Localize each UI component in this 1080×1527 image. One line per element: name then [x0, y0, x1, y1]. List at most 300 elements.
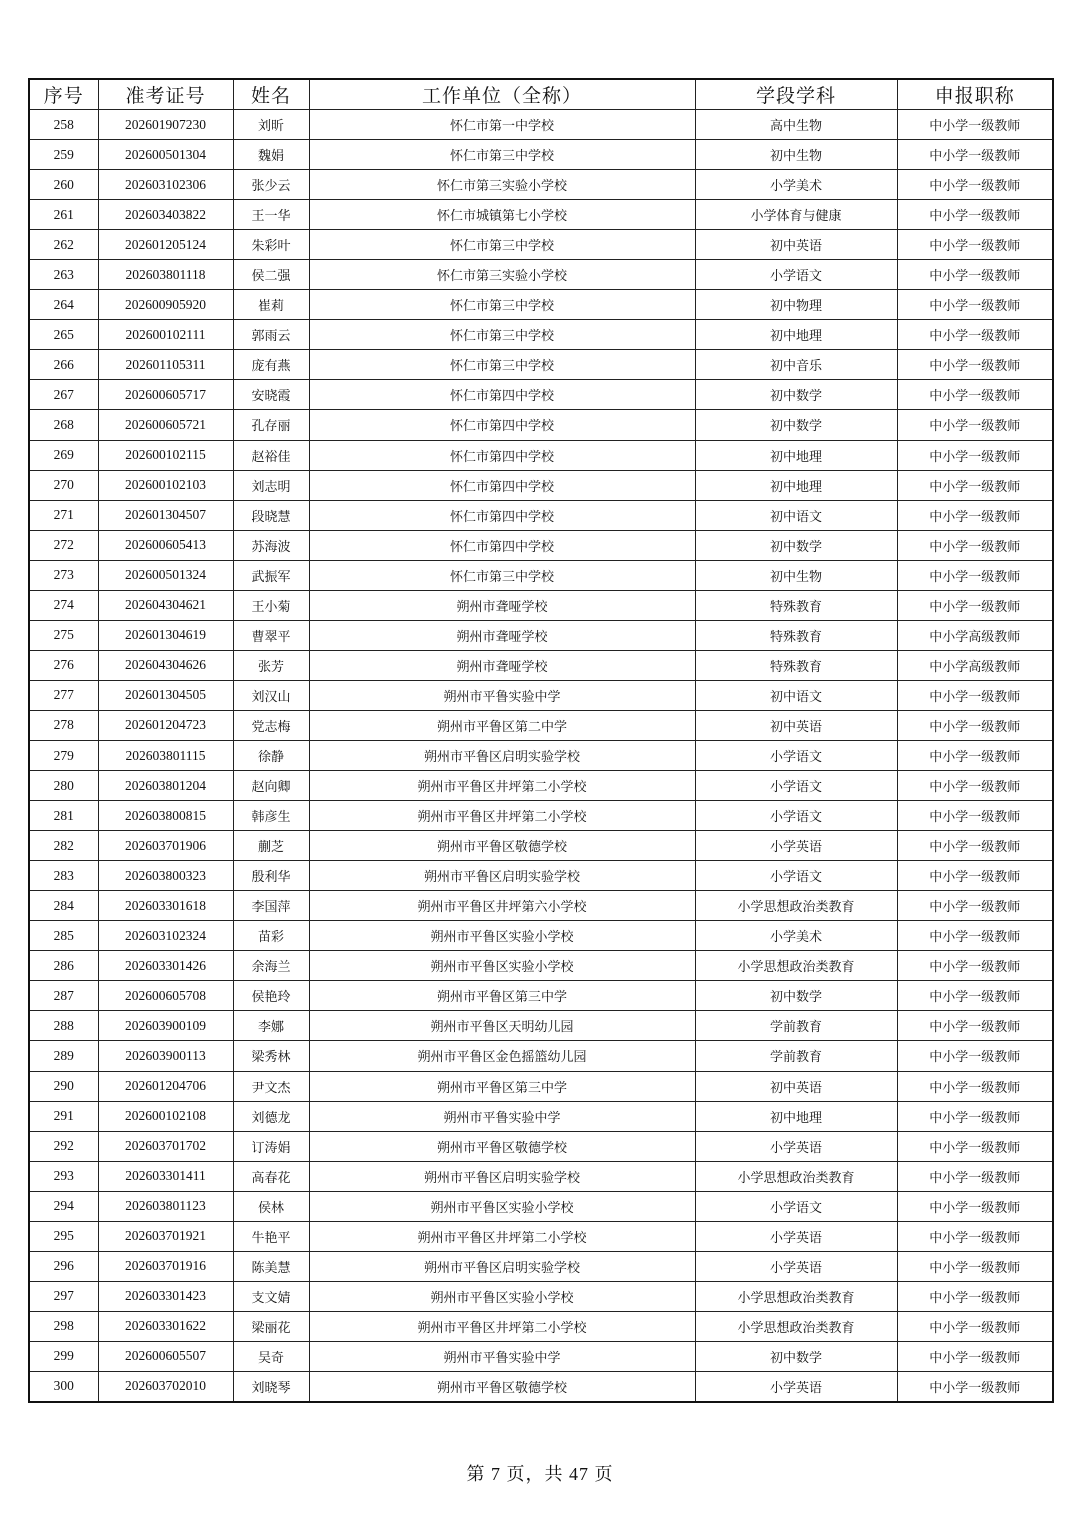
- cell-name: 安晓霞: [233, 380, 309, 410]
- table-row: [29, 981, 1053, 1011]
- cell-seq: 262: [29, 230, 98, 260]
- cell-title: 中小学一级教师: [897, 260, 1053, 290]
- cell-name: 庞有燕: [233, 350, 309, 380]
- cell-workplace: 怀仁市第三中学校: [309, 350, 695, 380]
- table-row: [29, 260, 1053, 290]
- cell-workplace: 怀仁市城镇第七小学校: [309, 200, 695, 230]
- cell-seq: 258: [29, 110, 98, 140]
- cell-workplace: 怀仁市第四中学校: [309, 500, 695, 530]
- cell-subject: 特殊教育: [695, 590, 897, 620]
- cell-ticket: 202601907230: [98, 110, 233, 140]
- cell-title: 中小学一级教师: [897, 1101, 1053, 1131]
- cell-workplace: 朔州市平鲁区启明实验学校: [309, 1251, 695, 1281]
- cell-title: 中小学一级教师: [897, 500, 1053, 530]
- cell-workplace: 怀仁市第三实验小学校: [309, 260, 695, 290]
- cell-workplace: 朔州市平鲁实验中学: [309, 1341, 695, 1371]
- cell-seq: 299: [29, 1341, 98, 1371]
- cell-workplace: 怀仁市第三中学校: [309, 230, 695, 260]
- cell-subject: 初中语文: [695, 500, 897, 530]
- table-row: [29, 740, 1053, 770]
- cell-name: 郭雨云: [233, 320, 309, 350]
- cell-subject: 初中数学: [695, 380, 897, 410]
- cell-title: 中小学一级教师: [897, 801, 1053, 831]
- cell-subject: 高中生物: [695, 110, 897, 140]
- table-row: [29, 1011, 1053, 1041]
- table-row: [29, 140, 1053, 170]
- col-header-workplace: 工作单位（全称）: [309, 79, 695, 110]
- table-row: [29, 320, 1053, 350]
- cell-name: 梁秀林: [233, 1041, 309, 1071]
- table-row: [29, 560, 1053, 590]
- col-header-name: 姓名: [233, 79, 309, 110]
- cell-ticket: 202603403822: [98, 200, 233, 230]
- cell-title: 中小学一级教师: [897, 861, 1053, 891]
- cell-title: 中小学一级教师: [897, 1311, 1053, 1341]
- cell-title: 中小学一级教师: [897, 1251, 1053, 1281]
- cell-subject: 初中数学: [695, 530, 897, 560]
- cell-workplace: 怀仁市第三中学校: [309, 560, 695, 590]
- cell-ticket: 202600501324: [98, 560, 233, 590]
- cell-seq: 300: [29, 1371, 98, 1402]
- table-row: [29, 110, 1053, 140]
- cell-seq: 266: [29, 350, 98, 380]
- cell-name: 订涛娟: [233, 1131, 309, 1161]
- cell-workplace: 怀仁市第三中学校: [309, 140, 695, 170]
- table-row: [29, 891, 1053, 921]
- cell-title: 中小学一级教师: [897, 440, 1053, 470]
- table-row: [29, 1041, 1053, 1071]
- cell-ticket: 202601304505: [98, 680, 233, 710]
- cell-title: 中小学一级教师: [897, 1281, 1053, 1311]
- cell-ticket: 202600605708: [98, 981, 233, 1011]
- cell-name: 苏海波: [233, 530, 309, 560]
- cell-subject: 小学思想政治类教育: [695, 891, 897, 921]
- cell-title: 中小学一级教师: [897, 981, 1053, 1011]
- cell-ticket: 202603701906: [98, 831, 233, 861]
- cell-name: 朱彩叶: [233, 230, 309, 260]
- cell-seq: 271: [29, 500, 98, 530]
- cell-ticket: 202603301426: [98, 951, 233, 981]
- cell-subject: 初中音乐: [695, 350, 897, 380]
- cell-subject: 学前教育: [695, 1041, 897, 1071]
- cell-name: 王一华: [233, 200, 309, 230]
- cell-subject: 初中数学: [695, 410, 897, 440]
- cell-workplace: 朔州市平鲁区启明实验学校: [309, 861, 695, 891]
- table-row: [29, 1161, 1053, 1191]
- cell-subject: 小学语文: [695, 801, 897, 831]
- cell-seq: 276: [29, 650, 98, 680]
- cell-ticket: 202603800323: [98, 861, 233, 891]
- cell-seq: 269: [29, 440, 98, 470]
- cell-subject: 小学英语: [695, 1221, 897, 1251]
- cell-name: 张芳: [233, 650, 309, 680]
- table-row: [29, 1131, 1053, 1161]
- table-row: [29, 1311, 1053, 1341]
- cell-seq: 277: [29, 680, 98, 710]
- cell-name: 段晓慧: [233, 500, 309, 530]
- cell-ticket: 202601204723: [98, 710, 233, 740]
- cell-ticket: 202600605721: [98, 410, 233, 440]
- cell-workplace: 朔州市平鲁区敬德学校: [309, 831, 695, 861]
- cell-seq: 294: [29, 1191, 98, 1221]
- cell-subject: 初中生物: [695, 560, 897, 590]
- table-row: [29, 380, 1053, 410]
- cell-subject: 小学英语: [695, 831, 897, 861]
- cell-name: 牛艳平: [233, 1221, 309, 1251]
- cell-subject: 初中语文: [695, 680, 897, 710]
- cell-title: 中小学一级教师: [897, 530, 1053, 560]
- cell-seq: 282: [29, 831, 98, 861]
- cell-workplace: 朔州市平鲁区实验小学校: [309, 921, 695, 951]
- table-row: [29, 680, 1053, 710]
- cell-ticket: 202603301411: [98, 1161, 233, 1191]
- cell-seq: 281: [29, 801, 98, 831]
- cell-workplace: 怀仁市第四中学校: [309, 530, 695, 560]
- cell-workplace: 朔州市平鲁区井坪第二小学校: [309, 801, 695, 831]
- cell-ticket: 202603800815: [98, 801, 233, 831]
- cell-subject: 初中地理: [695, 1101, 897, 1131]
- cell-workplace: 怀仁市第三中学校: [309, 320, 695, 350]
- cell-title: 中小学一级教师: [897, 470, 1053, 500]
- cell-seq: 296: [29, 1251, 98, 1281]
- cell-title: 中小学一级教师: [897, 200, 1053, 230]
- cell-ticket: 202601205124: [98, 230, 233, 260]
- cell-title: 中小学一级教师: [897, 951, 1053, 981]
- table-row: [29, 1281, 1053, 1311]
- cell-ticket: 202600501304: [98, 140, 233, 170]
- cell-seq: 275: [29, 620, 98, 650]
- cell-seq: 273: [29, 560, 98, 590]
- cell-name: 徐静: [233, 740, 309, 770]
- cell-workplace: 怀仁市第三中学校: [309, 290, 695, 320]
- cell-subject: 初中数学: [695, 1341, 897, 1371]
- table-row: [29, 1371, 1053, 1402]
- cell-workplace: 朔州市聋哑学校: [309, 590, 695, 620]
- cell-title: 中小学一级教师: [897, 590, 1053, 620]
- cell-title: 中小学一级教师: [897, 170, 1053, 200]
- cell-title: 中小学一级教师: [897, 1221, 1053, 1251]
- roster-sheet: [28, 78, 1052, 1403]
- cell-ticket: 202603701921: [98, 1221, 233, 1251]
- cell-seq: 291: [29, 1101, 98, 1131]
- cell-subject: 初中物理: [695, 290, 897, 320]
- table-row: [29, 1221, 1053, 1251]
- table-row: [29, 921, 1053, 951]
- col-header-ticket: 准考证号: [98, 79, 233, 110]
- cell-ticket: 202601304507: [98, 500, 233, 530]
- cell-title: 中小学一级教师: [897, 1011, 1053, 1041]
- cell-name: 刘晓琴: [233, 1371, 309, 1402]
- cell-subject: 小学语文: [695, 1191, 897, 1221]
- cell-title: 中小学一级教师: [897, 740, 1053, 770]
- cell-subject: 小学语文: [695, 771, 897, 801]
- cell-name: 侯二强: [233, 260, 309, 290]
- cell-subject: 初中英语: [695, 230, 897, 260]
- cell-seq: 259: [29, 140, 98, 170]
- cell-ticket: 202603701916: [98, 1251, 233, 1281]
- cell-ticket: 202600605507: [98, 1341, 233, 1371]
- cell-title: 中小学一级教师: [897, 1371, 1053, 1402]
- table-row: [29, 620, 1053, 650]
- cell-seq: 268: [29, 410, 98, 440]
- cell-workplace: 朔州市平鲁区天明幼儿园: [309, 1011, 695, 1041]
- cell-ticket: 202604304626: [98, 650, 233, 680]
- cell-name: 侯艳玲: [233, 981, 309, 1011]
- cell-ticket: 202603900109: [98, 1011, 233, 1041]
- col-header-title: 申报职称: [897, 79, 1053, 110]
- table-row: [29, 1191, 1053, 1221]
- cell-name: 李娜: [233, 1011, 309, 1041]
- cell-name: 支文婧: [233, 1281, 309, 1311]
- cell-workplace: 朔州市平鲁区第三中学: [309, 981, 695, 1011]
- cell-workplace: 怀仁市第四中学校: [309, 380, 695, 410]
- cell-subject: 小学英语: [695, 1371, 897, 1402]
- cell-workplace: 怀仁市第一中学校: [309, 110, 695, 140]
- cell-subject: 小学英语: [695, 1251, 897, 1281]
- cell-workplace: 朔州市平鲁区第三中学: [309, 1071, 695, 1101]
- cell-seq: 264: [29, 290, 98, 320]
- cell-workplace: 朔州市平鲁区井坪第二小学校: [309, 771, 695, 801]
- cell-name: 尹文杰: [233, 1071, 309, 1101]
- cell-name: 梁丽花: [233, 1311, 309, 1341]
- table-row: [29, 500, 1053, 530]
- cell-name: 韩彦生: [233, 801, 309, 831]
- cell-ticket: 202603801123: [98, 1191, 233, 1221]
- cell-seq: 283: [29, 861, 98, 891]
- cell-subject: 初中生物: [695, 140, 897, 170]
- cell-title: 中小学一级教师: [897, 380, 1053, 410]
- cell-subject: 初中地理: [695, 320, 897, 350]
- cell-ticket: 202603801115: [98, 740, 233, 770]
- cell-ticket: 202600102115: [98, 440, 233, 470]
- cell-workplace: 朔州市平鲁区敬德学校: [309, 1131, 695, 1161]
- cell-subject: 小学思想政治类教育: [695, 1281, 897, 1311]
- cell-workplace: 朔州市平鲁区第二中学: [309, 710, 695, 740]
- cell-seq: 295: [29, 1221, 98, 1251]
- cell-subject: 初中地理: [695, 470, 897, 500]
- page-number: 第 7 页，共 47 页: [466, 1464, 614, 1484]
- cell-subject: 小学体育与健康: [695, 200, 897, 230]
- cell-workplace: 朔州市平鲁区启明实验学校: [309, 740, 695, 770]
- table-row: [29, 350, 1053, 380]
- cell-workplace: 朔州市平鲁区井坪第二小学校: [309, 1221, 695, 1251]
- cell-workplace: 朔州市平鲁区启明实验学校: [309, 1161, 695, 1191]
- cell-subject: 特殊教育: [695, 620, 897, 650]
- col-header-seq: 序号: [29, 79, 98, 110]
- cell-title: 中小学高级教师: [897, 620, 1053, 650]
- cell-name: 陈美慧: [233, 1251, 309, 1281]
- cell-name: 侯林: [233, 1191, 309, 1221]
- table-row: [29, 861, 1053, 891]
- cell-title: 中小学一级教师: [897, 410, 1053, 440]
- cell-subject: 初中地理: [695, 440, 897, 470]
- table-row: [29, 771, 1053, 801]
- cell-ticket: 202601105311: [98, 350, 233, 380]
- cell-name: 高春花: [233, 1161, 309, 1191]
- cell-title: 中小学一级教师: [897, 921, 1053, 951]
- table-row: [29, 1341, 1053, 1371]
- cell-ticket: 202600605717: [98, 380, 233, 410]
- cell-title: 中小学一级教师: [897, 230, 1053, 260]
- cell-workplace: 朔州市平鲁区井坪第二小学校: [309, 1311, 695, 1341]
- table-row: [29, 530, 1053, 560]
- cell-title: 中小学一级教师: [897, 831, 1053, 861]
- cell-seq: 284: [29, 891, 98, 921]
- table-row: [29, 801, 1053, 831]
- cell-ticket: 202603301622: [98, 1311, 233, 1341]
- cell-workplace: 朔州市聋哑学校: [309, 620, 695, 650]
- table-row: [29, 951, 1053, 981]
- cell-name: 蒯芝: [233, 831, 309, 861]
- cell-ticket: 202600905920: [98, 290, 233, 320]
- cell-subject: 小学思想政治类教育: [695, 951, 897, 981]
- cell-ticket: 202603701702: [98, 1131, 233, 1161]
- cell-seq: 279: [29, 740, 98, 770]
- table-row: [29, 200, 1053, 230]
- cell-ticket: 202601204706: [98, 1071, 233, 1101]
- cell-seq: 285: [29, 921, 98, 951]
- cell-title: 中小学一级教师: [897, 350, 1053, 380]
- table-row: [29, 410, 1053, 440]
- table-row: [29, 470, 1053, 500]
- cell-workplace: 朔州市平鲁区实验小学校: [309, 951, 695, 981]
- cell-seq: 280: [29, 771, 98, 801]
- table-row: [29, 1071, 1053, 1101]
- cell-subject: 小学语文: [695, 861, 897, 891]
- cell-ticket: 202600102111: [98, 320, 233, 350]
- cell-title: 中小学一级教师: [897, 560, 1053, 590]
- table-row: [29, 290, 1053, 320]
- cell-title: 中小学一级教师: [897, 1341, 1053, 1371]
- cell-name: 王小菊: [233, 590, 309, 620]
- table-row: [29, 831, 1053, 861]
- cell-ticket: 202604304621: [98, 590, 233, 620]
- cell-title: 中小学一级教师: [897, 140, 1053, 170]
- cell-seq: 265: [29, 320, 98, 350]
- cell-workplace: 怀仁市第四中学校: [309, 410, 695, 440]
- cell-subject: 特殊教育: [695, 650, 897, 680]
- cell-name: 吴奇: [233, 1341, 309, 1371]
- cell-name: 余海兰: [233, 951, 309, 981]
- cell-name: 刘志明: [233, 470, 309, 500]
- cell-workplace: 朔州市平鲁区实验小学校: [309, 1191, 695, 1221]
- cell-name: 武振军: [233, 560, 309, 590]
- cell-workplace: 怀仁市第四中学校: [309, 470, 695, 500]
- cell-ticket: 202601304619: [98, 620, 233, 650]
- cell-ticket: 202603900113: [98, 1041, 233, 1071]
- cell-workplace: 朔州市平鲁实验中学: [309, 1101, 695, 1131]
- cell-title: 中小学一级教师: [897, 1191, 1053, 1221]
- cell-title: 中小学一级教师: [897, 110, 1053, 140]
- cell-name: 赵向卿: [233, 771, 309, 801]
- cell-ticket: 202603301423: [98, 1281, 233, 1311]
- cell-seq: 272: [29, 530, 98, 560]
- cell-seq: 274: [29, 590, 98, 620]
- cell-seq: 260: [29, 170, 98, 200]
- cell-seq: 289: [29, 1041, 98, 1071]
- cell-seq: 293: [29, 1161, 98, 1191]
- cell-workplace: 朔州市聋哑学校: [309, 650, 695, 680]
- cell-name: 曹翠平: [233, 620, 309, 650]
- cell-name: 张少云: [233, 170, 309, 200]
- roster-table: [28, 78, 1054, 1403]
- cell-name: 魏娟: [233, 140, 309, 170]
- col-header-subject: 学段学科: [695, 79, 897, 110]
- cell-name: 刘德龙: [233, 1101, 309, 1131]
- cell-workplace: 怀仁市第四中学校: [309, 440, 695, 470]
- cell-title: 中小学高级教师: [897, 650, 1053, 680]
- cell-name: 苗彩: [233, 921, 309, 951]
- roster-body: [29, 110, 1053, 1403]
- table-row: [29, 1251, 1053, 1281]
- cell-subject: 小学语文: [695, 740, 897, 770]
- cell-ticket: 202603801118: [98, 260, 233, 290]
- cell-subject: 学前教育: [695, 1011, 897, 1041]
- cell-seq: 287: [29, 981, 98, 1011]
- cell-subject: 小学语文: [695, 260, 897, 290]
- table-row: [29, 230, 1053, 260]
- cell-workplace: 朔州市平鲁区金色摇篮幼儿园: [309, 1041, 695, 1071]
- cell-ticket: 202600102103: [98, 470, 233, 500]
- cell-name: 刘昕: [233, 110, 309, 140]
- cell-ticket: 202600605413: [98, 530, 233, 560]
- cell-ticket: 202600102108: [98, 1101, 233, 1131]
- cell-seq: 263: [29, 260, 98, 290]
- cell-title: 中小学一级教师: [897, 891, 1053, 921]
- cell-title: 中小学一级教师: [897, 771, 1053, 801]
- cell-workplace: 朔州市平鲁区敬德学校: [309, 1371, 695, 1402]
- table-row: [29, 1101, 1053, 1131]
- cell-seq: 278: [29, 710, 98, 740]
- cell-title: 中小学一级教师: [897, 320, 1053, 350]
- cell-seq: 267: [29, 380, 98, 410]
- cell-ticket: 202603301618: [98, 891, 233, 921]
- cell-subject: 小学美术: [695, 921, 897, 951]
- cell-subject: 小学思想政治类教育: [695, 1311, 897, 1341]
- cell-ticket: 202603702010: [98, 1371, 233, 1402]
- cell-name: 殷利华: [233, 861, 309, 891]
- cell-workplace: 朔州市平鲁区井坪第六小学校: [309, 891, 695, 921]
- cell-seq: 298: [29, 1311, 98, 1341]
- table-row: [29, 710, 1053, 740]
- cell-name: 党志梅: [233, 710, 309, 740]
- cell-name: 刘汉山: [233, 680, 309, 710]
- table-row: [29, 440, 1053, 470]
- cell-seq: 290: [29, 1071, 98, 1101]
- cell-subject: 小学英语: [695, 1131, 897, 1161]
- cell-seq: 292: [29, 1131, 98, 1161]
- cell-name: 赵裕佳: [233, 440, 309, 470]
- cell-seq: 286: [29, 951, 98, 981]
- cell-seq: 288: [29, 1011, 98, 1041]
- cell-title: 中小学一级教师: [897, 290, 1053, 320]
- header-row: [29, 79, 1053, 110]
- table-row: [29, 590, 1053, 620]
- cell-title: 中小学一级教师: [897, 1071, 1053, 1101]
- cell-name: 李国萍: [233, 891, 309, 921]
- cell-workplace: 怀仁市第三实验小学校: [309, 170, 695, 200]
- cell-workplace: 朔州市平鲁区实验小学校: [309, 1281, 695, 1311]
- cell-ticket: 202603102324: [98, 921, 233, 951]
- table-row: [29, 170, 1053, 200]
- cell-title: 中小学一级教师: [897, 1161, 1053, 1191]
- cell-seq: 270: [29, 470, 98, 500]
- cell-name: 孔存丽: [233, 410, 309, 440]
- cell-title: 中小学一级教师: [897, 710, 1053, 740]
- cell-seq: 261: [29, 200, 98, 230]
- cell-seq: 297: [29, 1281, 98, 1311]
- cell-ticket: 202603102306: [98, 170, 233, 200]
